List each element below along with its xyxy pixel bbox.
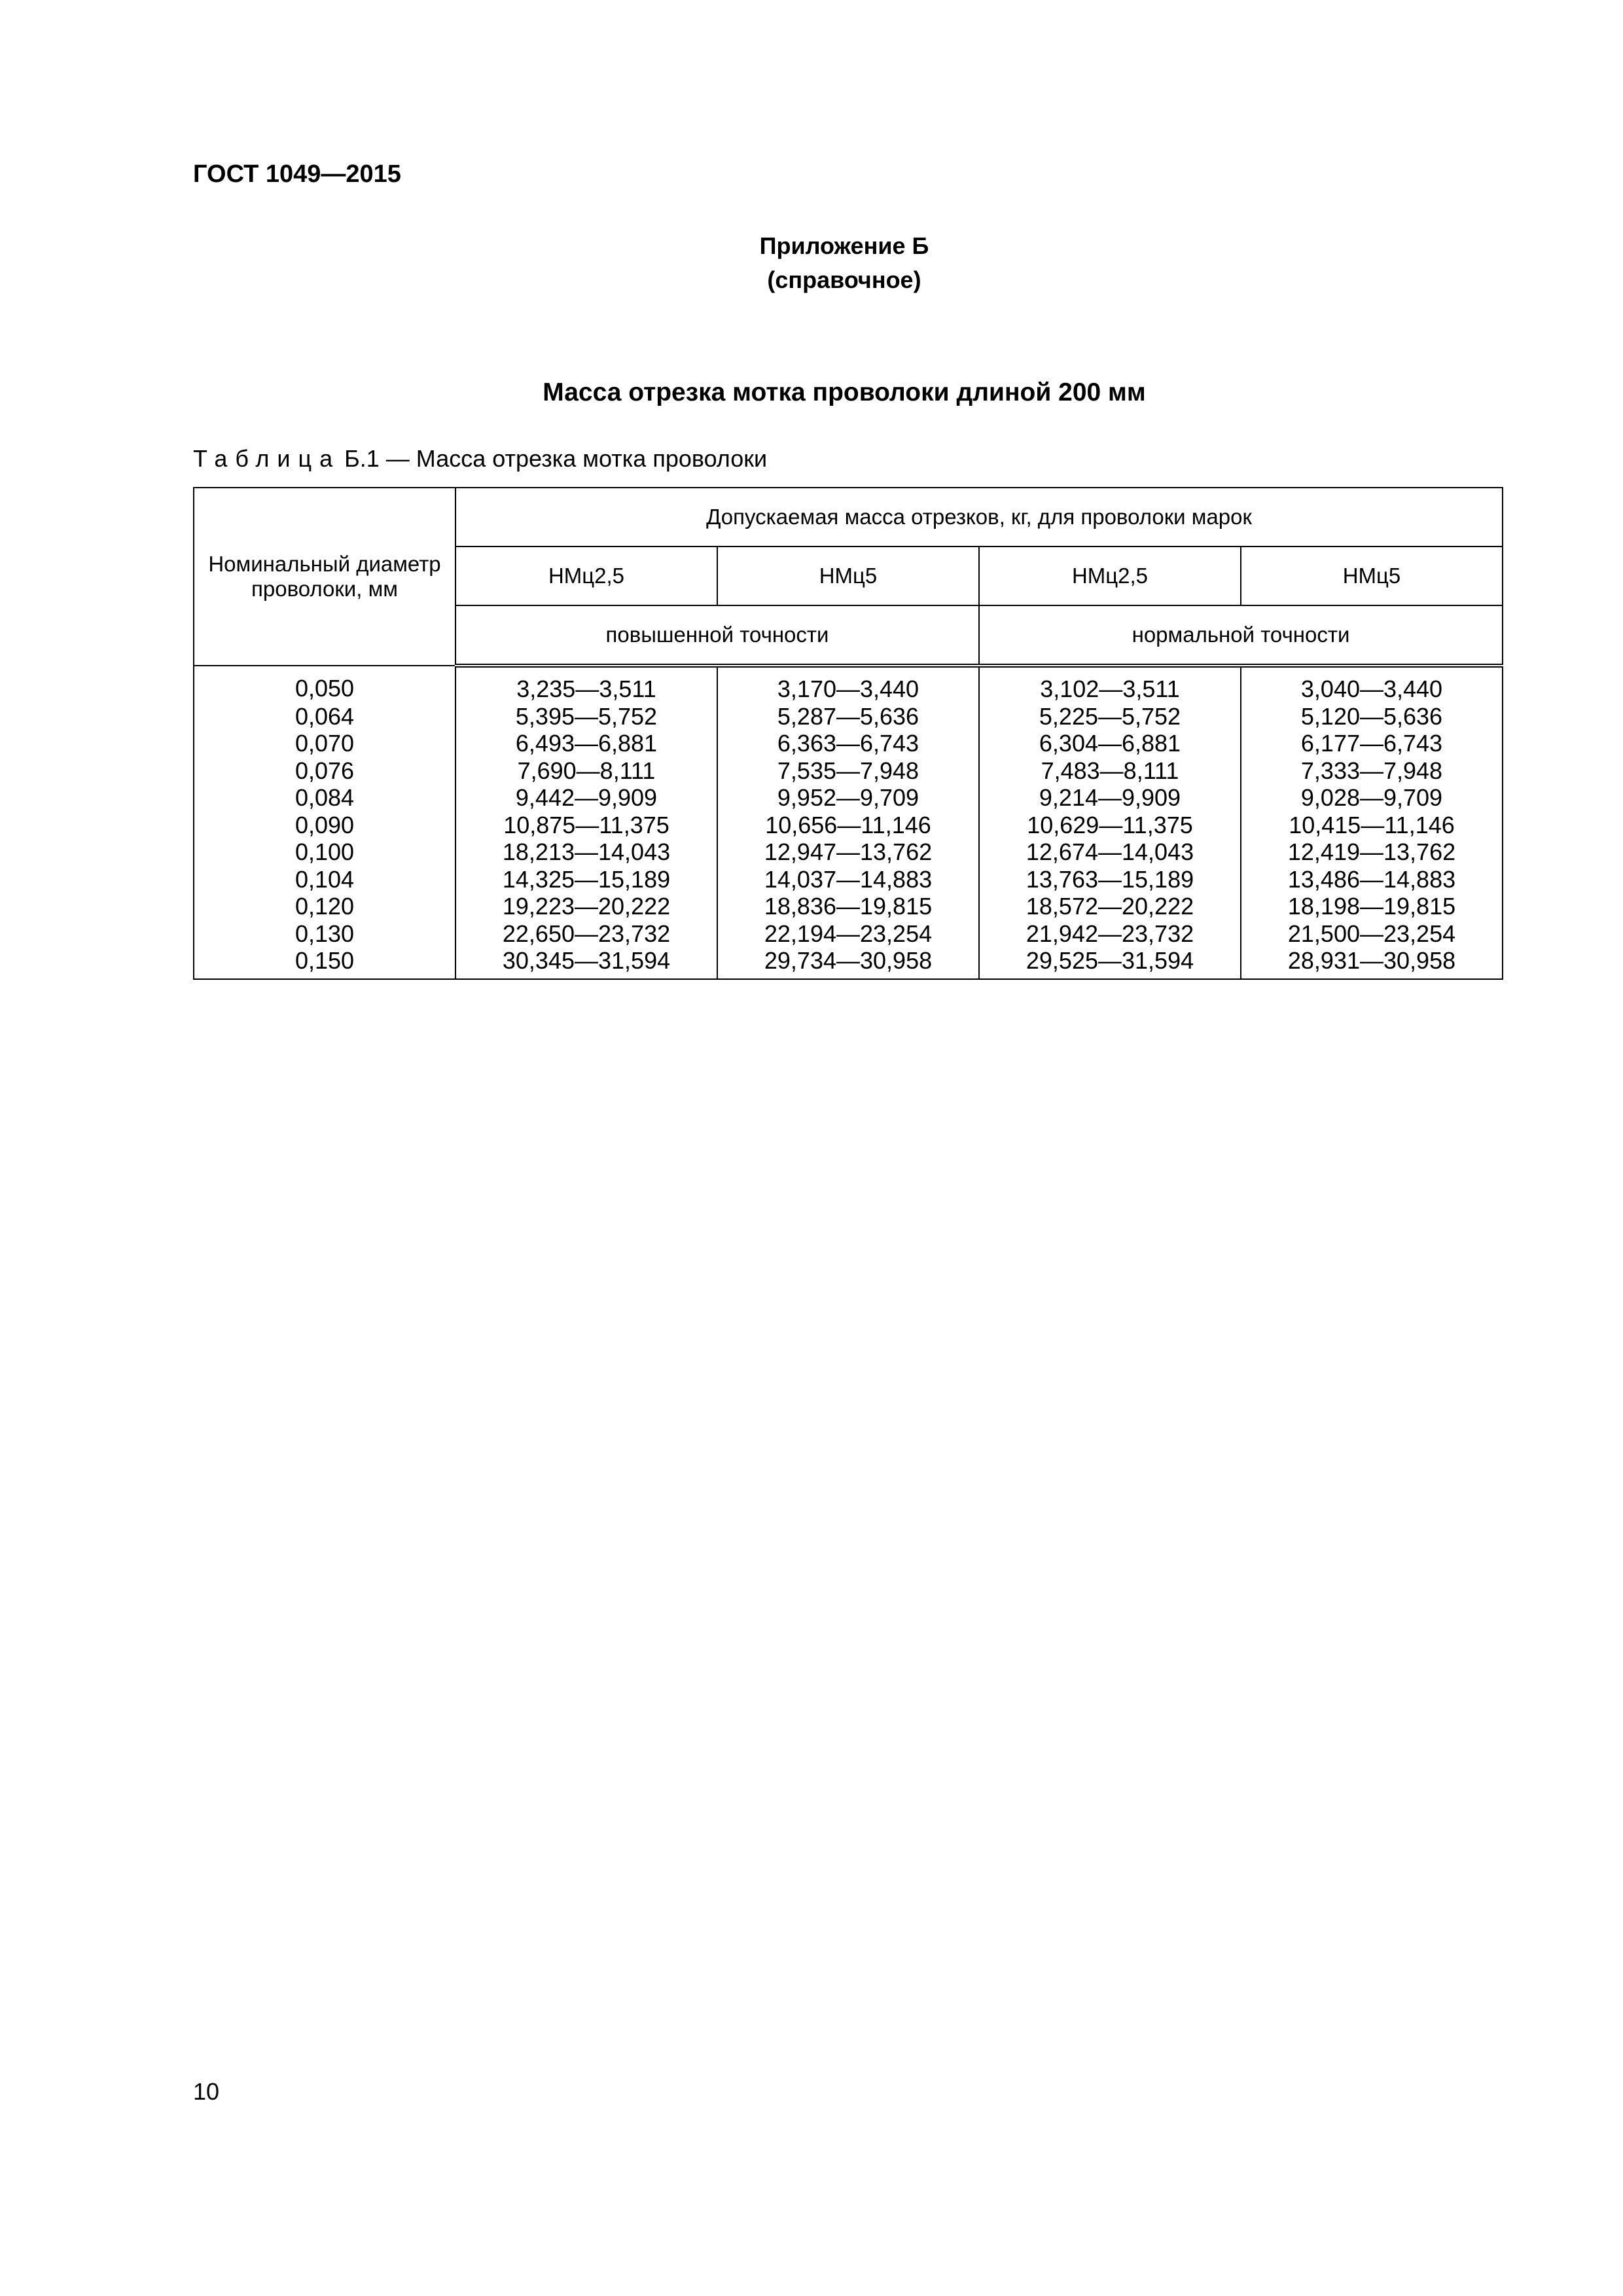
mass-range-cell: 7,535—7,948 [717,757,979,785]
header-grade: НМц2,5 [455,547,717,605]
standard-number: ГОСТ 1049—2015 [193,160,401,188]
mass-range-cell: 21,500—23,254 [1241,920,1503,948]
mass-range-cell: 13,763—15,189 [979,866,1241,893]
mass-range-cell: 7,690—8,111 [455,757,717,785]
mass-range-cell: 14,325—15,189 [455,866,717,893]
diameter-cell: 0,120 [194,893,455,920]
diameter-cell: 0,070 [194,730,455,757]
mass-range-cell: 18,836—19,815 [717,893,979,920]
mass-range-cell: 3,102—3,511 [979,666,1241,703]
mass-range-cell: 13,486—14,883 [1241,866,1503,893]
diameter-cell: 0,084 [194,784,455,812]
table-row [194,893,1503,920]
mass-range-cell: 29,734—30,958 [717,947,979,979]
diameter-cell: 0,076 [194,757,455,785]
table-caption [193,445,767,473]
diameter-cell: 0,090 [194,812,455,839]
mass-range-cell: 28,931—30,958 [1241,947,1503,979]
table-body [194,666,1503,979]
header-grade: НМц2,5 [979,547,1241,605]
diameter-cell: 0,050 [194,666,455,703]
mass-range-cell: 7,333—7,948 [1241,757,1503,785]
mass-range-cell: 6,304—6,881 [979,730,1241,757]
header-accuracy-high: повышенной точности [455,605,979,666]
table-row [194,730,1503,757]
mass-range-cell: 9,952—9,709 [717,784,979,812]
table-row [194,666,1503,703]
mass-range-cell: 14,037—14,883 [717,866,979,893]
mass-range-cell: 30,345—31,594 [455,947,717,979]
diameter-cell: 0,104 [194,866,455,893]
mass-range-cell: 18,198—19,815 [1241,893,1503,920]
mass-range-cell: 3,040—3,440 [1241,666,1503,703]
diameter-cell: 0,100 [194,838,455,866]
table-row [194,812,1503,839]
mass-range-cell: 22,650—23,732 [455,920,717,948]
mass-range-cell: 3,170—3,440 [717,666,979,703]
diameter-cell: 0,064 [194,703,455,730]
mass-range-cell: 6,177—6,743 [1241,730,1503,757]
table-caption-text: Б.1 — Масса отрезка мотка проволоки [344,445,768,472]
table-row [194,947,1503,979]
mass-range-cell: 18,572—20,222 [979,893,1241,920]
mass-range-cell: 3,235—3,511 [455,666,717,703]
mass-range-cell: 12,674—14,043 [979,838,1241,866]
document-title: Масса отрезка мотка проволоки длиной 200 мм [543,378,1146,406]
mass-range-cell: 10,629—11,375 [979,812,1241,839]
diameter-cell: 0,130 [194,920,455,948]
mass-range-cell: 7,483—8,111 [979,757,1241,785]
header-allowed-mass: Допускаемая масса отрезков, кг, для проволоки марок [455,488,1503,547]
header-diameter: Номинальный диаметр проволоки, мм [194,488,455,666]
mass-range-cell: 22,194—23,254 [717,920,979,948]
mass-range-cell: 21,942—23,732 [979,920,1241,948]
mass-range-cell: 19,223—20,222 [455,893,717,920]
table-row [194,703,1503,730]
mass-range-cell: 9,028—9,709 [1241,784,1503,812]
appendix-heading [0,229,1623,297]
header-accuracy-normal: нормальной точности [979,605,1503,666]
mass-range-cell: 5,287—5,636 [717,703,979,730]
appendix-type: (справочное) [767,266,921,293]
header-grade: НМц5 [1241,547,1503,605]
mass-range-cell: 12,947—13,762 [717,838,979,866]
mass-range-cell: 10,415—11,146 [1241,812,1503,839]
mass-range-cell: 6,363—6,743 [717,730,979,757]
mass-range-cell: 9,442—9,909 [455,784,717,812]
mass-range-cell: 18,213—14,043 [455,838,717,866]
mass-range-cell: 10,875—11,375 [455,812,717,839]
table-row [194,838,1503,866]
mass-range-cell: 5,120—5,636 [1241,703,1503,730]
mass-range-cell: 12,419—13,762 [1241,838,1503,866]
mass-range-cell: 5,395—5,752 [455,703,717,730]
table-row [194,784,1503,812]
table-caption-label: Таблица [193,445,341,472]
mass-range-cell: 6,493—6,881 [455,730,717,757]
mass-range-cell: 29,525—31,594 [979,947,1241,979]
table-row [194,866,1503,893]
appendix-title: Приложение Б [759,232,929,259]
mass-range-cell: 9,214—9,909 [979,784,1241,812]
mass-range-cell: 10,656—11,146 [717,812,979,839]
header-grade: НМц5 [717,547,979,605]
mass-table [193,487,1503,980]
mass-range-cell: 5,225—5,752 [979,703,1241,730]
diameter-cell: 0,150 [194,947,455,979]
table-row [194,757,1503,785]
page-number: 10 [193,2078,220,2105]
table-row [194,920,1503,948]
